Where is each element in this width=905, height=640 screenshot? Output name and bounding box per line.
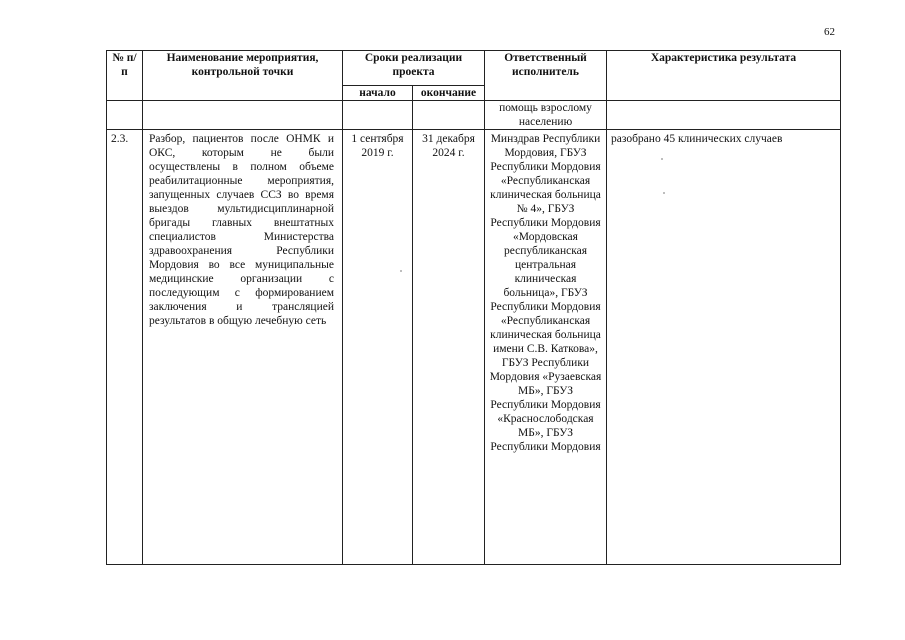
header-num: № п/п xyxy=(107,51,143,101)
table-row xyxy=(107,101,841,130)
cell-responsible: помощь взрослому населению xyxy=(485,101,607,130)
table-row xyxy=(107,130,841,565)
header-responsible: Ответственный исполнитель xyxy=(485,51,607,101)
cell-result: разобрано 45 клинических случаев xyxy=(607,130,841,565)
header-terms: Сроки реализации проекта xyxy=(343,51,485,86)
cell-name: Разбор, пациентов после ОНМК и ОКС, которым не были осуществлены в полном объеме реабилитационные мероприятия, запущенных случаев ССЗ во время выездов мультидисциплинарной бригады главных внештатных специалистов Министерства здравоохранения Республики Мордовия во все муниципальные медицинские организации с последующим с формированием заключения и трансляцией результатов в общую лечебную сеть xyxy=(143,130,343,565)
cell-start: 1 сентября 2019 г. xyxy=(343,130,413,565)
activities-table xyxy=(106,50,841,565)
header-start: начало xyxy=(343,86,413,101)
scan-speck xyxy=(661,158,663,160)
scan-speck xyxy=(663,192,665,194)
cell-end xyxy=(413,101,485,130)
header-end: окончание xyxy=(413,86,485,101)
scan-speck xyxy=(400,270,402,272)
cell-num: 2.3. xyxy=(107,130,143,565)
page-number: 62 xyxy=(824,26,835,38)
header-result: Характеристика результата xyxy=(607,51,841,101)
cell-result xyxy=(607,101,841,130)
cell-start xyxy=(343,101,413,130)
cell-responsible: Минздрав Республики Мордовия, ГБУЗ Республики Мордовия «Республиканская клиническая больница № 4», ГБУЗ Республики Мордовия «Мордовская республиканская центральная клиническая больница», ГБУЗ Республики Мордовия «Республиканская клиническая больница имени С.В. Каткова», ГБУЗ Республики Мордовия «Рузаевская МБ», ГБУЗ Республики Мордовия «Краснослободская МБ», ГБУЗ Республики Мордовия xyxy=(485,130,607,565)
cell-name xyxy=(143,101,343,130)
cell-end: 31 декабря 2024 г. xyxy=(413,130,485,565)
cell-num xyxy=(107,101,143,130)
header-name: Наименование мероприятия, контрольной точки xyxy=(143,51,343,101)
